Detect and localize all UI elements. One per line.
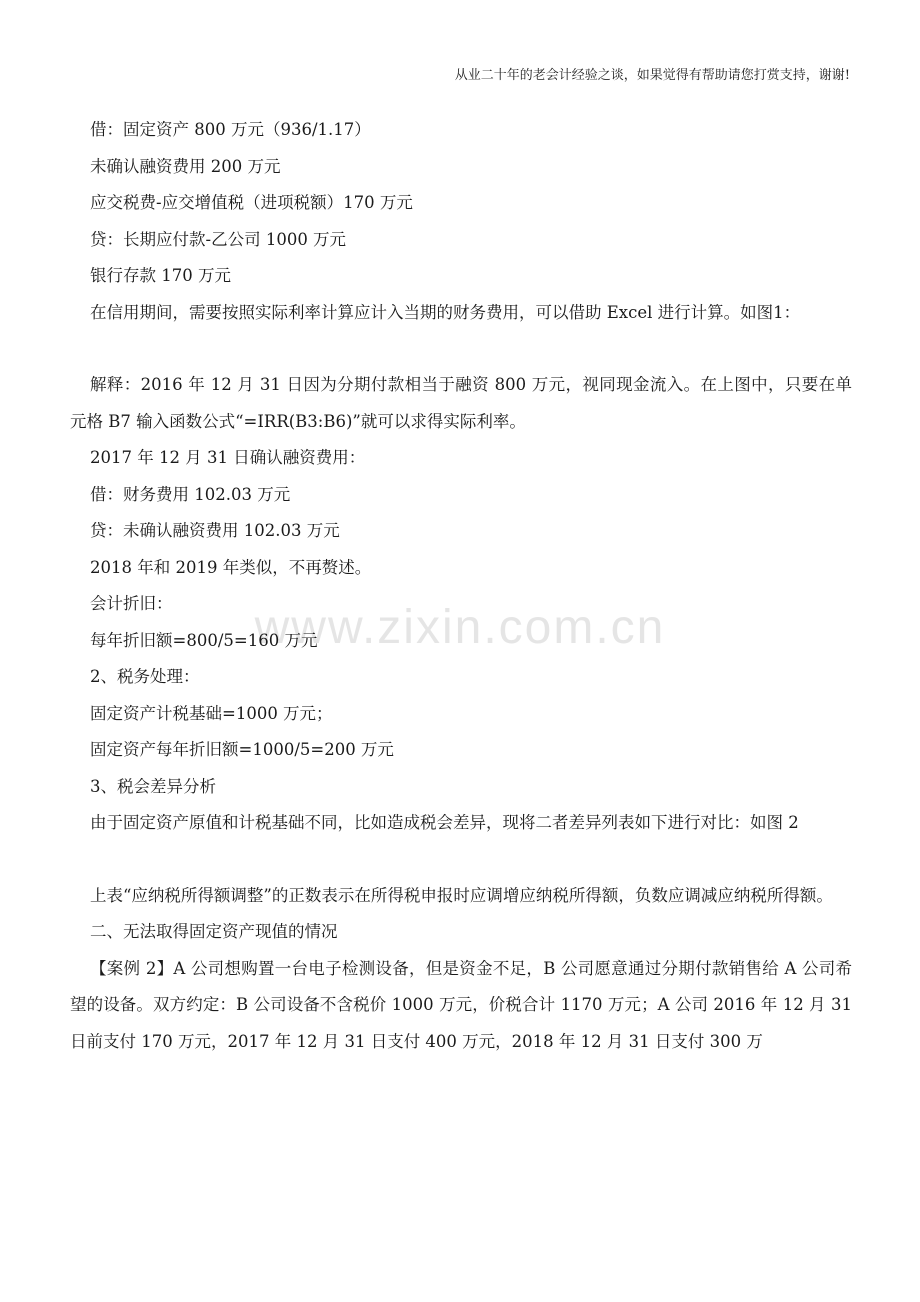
journal-credit-line: 贷：长期应付款-乙公司 1000 万元 [90, 229, 347, 249]
watermark: www.zixin.com.cn [254, 601, 666, 654]
paragraph: 在信用期间，需要按照实际利率计算应计入当期的财务费用，可以借助 Excel 进行计算。如图1： [90, 302, 801, 322]
paragraph-line: 2018 年和 2019 年类似，不再赘述。 [90, 557, 372, 577]
section-label: 会计折旧： [90, 594, 173, 613]
header-note: 从业二十年的老会计经验之谈，如果觉得有帮助请您打赏支持，谢谢! [454, 68, 850, 83]
paragraph: 由于固定资产原值和计税基础不同，比如造成税会差异，现将二者差异列表如下进行对比：如图 2 [90, 813, 799, 832]
journal-debit-line: 借：财务费用 102.03 万元 [90, 484, 291, 504]
journal-line: 应交税费-应交增值税（进项税额）170 万元 [90, 193, 413, 212]
section-heading: 3、税会差异分析 [90, 776, 216, 796]
paragraph-line: 每年折旧额=800/5=160 万元 [90, 630, 318, 650]
paragraph: 上表“应纳税所得额调整”的正数表示在所得税申报时应调增应纳税所得额，负数应调减应纳税所得额。 [90, 885, 833, 905]
section-heading: 2、税务处理： [90, 667, 200, 686]
paragraph-line: 固定资产计税基础=1000 万元； [90, 703, 333, 723]
case-paragraph: 【案例 2】A 公司想购置一台电子检测设备，但是资金不足，B 公司愿意通过分期付款销售给 A 公司希望的设备。双方约定：B 公司设备不含税价 1000 万元，价税合计 1170 万元；A 公司 2016 年 12 月 31 日前支付 170 万元，2017 年 12 月 31 日支付 400 万元，2018 年 12 月 31 日支付 300 万 [70, 958, 852, 1051]
section-heading: 二、无法取得固定资产现值的情况 [90, 922, 338, 941]
journal-debit-line: 借：固定资产 800 万元（936/1.17） [90, 120, 371, 139]
paragraph: 解释：2016 年 12 月 31 日因为分期付款相当于融资 800 万元，视同现金流入。在上图中，只要在单元格 B7 输入函数公式“=IRR(B3:B6)”就可以求得实际利率。 [70, 375, 852, 431]
journal-line: 未确认融资费用 200 万元 [90, 156, 281, 176]
paragraph-line: 2017 年 12 月 31 日确认融资费用： [90, 448, 366, 467]
paragraph-line: 固定资产每年折旧额=1000/5=200 万元 [90, 740, 394, 759]
document-body [70, 112, 852, 1060]
figure-placeholder-gap [70, 331, 852, 367]
journal-credit-line: 贷：未确认融资费用 102.03 万元 [90, 521, 340, 540]
journal-line: 银行存款 170 万元 [90, 266, 231, 285]
figure-placeholder-gap [70, 842, 852, 878]
